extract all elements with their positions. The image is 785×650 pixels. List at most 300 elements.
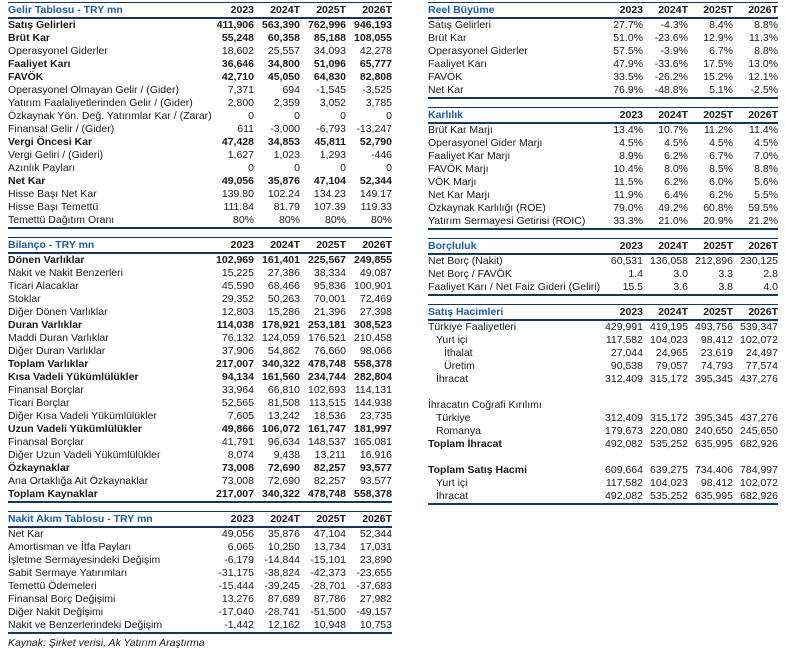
cell-value: -23.6% bbox=[654, 32, 688, 44]
cell-value: 178,921 bbox=[262, 319, 300, 331]
table-row bbox=[8, 123, 392, 136]
cell-value: 12.9% bbox=[703, 32, 733, 44]
row-label: Romanya bbox=[436, 425, 481, 437]
cell-value: 55,248 bbox=[221, 32, 254, 44]
column-header-year: 2024T bbox=[658, 4, 688, 16]
cell-value: 10.7% bbox=[658, 124, 688, 136]
sales-volumes-table bbox=[428, 304, 778, 505]
column-header-year: 2026T bbox=[748, 306, 778, 318]
cell-value: 282,804 bbox=[354, 371, 392, 383]
cell-value: 80% bbox=[370, 214, 392, 226]
cell-value: 6.7% bbox=[709, 150, 733, 162]
cell-value: 8.5% bbox=[709, 163, 733, 175]
left-column bbox=[8, 2, 392, 650]
balance-sheet-title: Bilanço - TRY mn bbox=[8, 239, 95, 251]
cell-value: 1,627 bbox=[227, 149, 254, 161]
column-header-year: 2024T bbox=[270, 4, 300, 16]
row-label: Toplam Satış Hacmi bbox=[428, 464, 528, 476]
cell-value: 784,997 bbox=[740, 464, 778, 476]
table-row bbox=[8, 371, 392, 384]
spacer-cell bbox=[428, 451, 778, 464]
row-label: Duran Varlıklar bbox=[8, 319, 83, 331]
cell-value: 144,938 bbox=[354, 397, 392, 409]
header-row bbox=[8, 512, 392, 528]
cell-value: 8.4% bbox=[709, 19, 733, 31]
row-label: Temettü Ödemeleri bbox=[8, 580, 97, 592]
cell-value: -26.2% bbox=[654, 71, 688, 83]
row-label: Özkaynak Yön. Değ. Yatırımlar Kar / (Zarar) bbox=[8, 110, 212, 122]
cell-value: -3,000 bbox=[270, 123, 300, 135]
row-label: Faaliyet Karı / Net Faiz Gideri (Geliri) bbox=[428, 281, 601, 293]
column-header-year: 2026T bbox=[362, 239, 392, 251]
cell-value: 340,322 bbox=[262, 488, 300, 500]
header-row bbox=[428, 3, 778, 19]
table-row bbox=[8, 384, 392, 397]
table-row bbox=[428, 347, 778, 360]
table-row bbox=[428, 386, 778, 399]
cell-value: 80% bbox=[278, 214, 300, 226]
cell-value: 11.5% bbox=[614, 176, 643, 188]
cell-value: 73,008 bbox=[221, 462, 254, 474]
cell-value: 77,574 bbox=[745, 360, 778, 372]
column-header-year: 2025T bbox=[316, 239, 346, 251]
cell-value: 102,072 bbox=[740, 334, 778, 346]
column-header-year: 2026T bbox=[748, 109, 778, 121]
cell-value: 8.0% bbox=[664, 163, 688, 175]
table-row bbox=[428, 137, 778, 150]
row-label: FAVÖK Marjı bbox=[428, 163, 489, 175]
row-label: Yurt içi bbox=[436, 334, 468, 346]
section-balance-sheet bbox=[8, 237, 392, 503]
cell-value: 139.80 bbox=[221, 188, 254, 200]
cell-value: 34,853 bbox=[267, 136, 300, 148]
cell-value: 80% bbox=[324, 214, 346, 226]
table-row bbox=[8, 606, 392, 619]
cell-value: 80% bbox=[232, 214, 254, 226]
cell-value: 762,996 bbox=[308, 19, 346, 31]
cell-value: 104,023 bbox=[650, 334, 688, 346]
cell-value: 312,409 bbox=[605, 373, 643, 385]
cell-value: 27,398 bbox=[359, 306, 392, 318]
table-row bbox=[428, 373, 778, 386]
cell-value: 45,811 bbox=[314, 136, 346, 148]
row-label: Ana Ortaklığa Ait Özkaynaklar bbox=[8, 475, 149, 487]
cell-value: 107.39 bbox=[313, 201, 346, 213]
leverage-table bbox=[428, 238, 778, 296]
cell-value: 6.2% bbox=[664, 176, 688, 188]
cell-value: 42,710 bbox=[221, 71, 254, 83]
table-row bbox=[8, 306, 392, 319]
cell-value: 682,926 bbox=[740, 438, 778, 450]
cell-value: 8.9% bbox=[619, 150, 643, 162]
real-growth-table bbox=[428, 2, 778, 99]
cell-value: 8.8% bbox=[754, 45, 778, 57]
cell-value bbox=[733, 399, 778, 412]
cell-value: 1.4 bbox=[628, 268, 643, 280]
cell-value: 87,786 bbox=[313, 593, 346, 605]
cell-value: 0 bbox=[386, 162, 392, 174]
row-label: İthalat bbox=[444, 347, 473, 359]
cell-value: 6.0% bbox=[709, 176, 733, 188]
cell-value: 0 bbox=[340, 162, 346, 174]
cell-value: 13,242 bbox=[267, 410, 300, 422]
table-row bbox=[8, 253, 392, 267]
row-label: Nakit ve Nakit Benzerleri bbox=[8, 267, 123, 279]
section-leverage bbox=[428, 238, 778, 296]
cell-value: 15,225 bbox=[221, 267, 254, 279]
cell-value: 13.0% bbox=[748, 58, 778, 70]
table-row bbox=[428, 189, 778, 202]
cell-value: 27,982 bbox=[359, 593, 392, 605]
row-label: Temettü Dağıtım Oranı bbox=[8, 214, 115, 226]
cell-value: 558,378 bbox=[354, 358, 392, 370]
table-row bbox=[428, 268, 778, 281]
cell-value: 50,263 bbox=[267, 293, 300, 305]
cell-value: 437,276 bbox=[740, 412, 778, 424]
cell-value: 0 bbox=[294, 162, 300, 174]
table-row bbox=[428, 163, 778, 176]
cell-value: -1,545 bbox=[316, 84, 346, 96]
cell-value: 315,172 bbox=[650, 412, 688, 424]
header-row bbox=[428, 239, 778, 255]
cell-value: 176,521 bbox=[308, 332, 346, 344]
cell-value: 2,800 bbox=[227, 97, 254, 109]
table-row bbox=[8, 58, 392, 71]
cell-value: 49.2% bbox=[658, 202, 688, 214]
cell-value: 734,406 bbox=[695, 464, 733, 476]
table-row bbox=[8, 18, 392, 32]
cell-value: 60,358 bbox=[267, 32, 300, 44]
cell-value: 3.6 bbox=[673, 281, 688, 293]
cell-value: 4.5% bbox=[619, 137, 643, 149]
cell-value: 2,359 bbox=[273, 97, 300, 109]
row-label: Operasyonel Olmayan Gelir / (Gider) bbox=[8, 84, 179, 96]
row-label: Özkaynaklar bbox=[8, 462, 70, 474]
cell-value: 47,104 bbox=[313, 528, 346, 540]
cell-value: 113,515 bbox=[308, 397, 346, 409]
table-row bbox=[428, 202, 778, 215]
row-label: Brüt Kar bbox=[8, 32, 51, 44]
table-row bbox=[428, 412, 778, 425]
cell-value: -446 bbox=[370, 149, 392, 161]
cell-value: 108,055 bbox=[354, 32, 392, 44]
row-label: Diğer Dönen Varlıklar bbox=[8, 306, 108, 318]
table-row bbox=[8, 527, 392, 541]
row-label: Net Kar bbox=[8, 528, 44, 540]
table-row bbox=[8, 214, 392, 228]
cell-value: 111.84 bbox=[223, 201, 254, 213]
cell-value: 16,916 bbox=[359, 449, 392, 461]
cell-value: 45,590 bbox=[221, 280, 254, 292]
row-label: Finansal Borçlar bbox=[8, 384, 84, 396]
table-row bbox=[428, 32, 778, 45]
column-header-year: 2026T bbox=[362, 4, 392, 16]
cell-value: 13,734 bbox=[313, 541, 346, 553]
row-label: Yatırım Faalaliyetlerinden Gelir / (Gider) bbox=[8, 97, 193, 109]
cell-value: 411,906 bbox=[216, 19, 254, 31]
row-label: Net Kar Marjı bbox=[428, 189, 490, 201]
cell-value: 96,634 bbox=[267, 436, 300, 448]
cell-value: -4.3% bbox=[660, 19, 688, 31]
cell-value: 6.4% bbox=[664, 189, 688, 201]
column-header-year: 2024T bbox=[270, 239, 300, 251]
table-row bbox=[428, 84, 778, 98]
cell-value: 5.6% bbox=[754, 176, 778, 188]
table-row bbox=[428, 254, 778, 268]
column-header-year: 2026T bbox=[748, 4, 778, 16]
cell-value: 124,059 bbox=[262, 332, 300, 344]
cell-value: 136,058 bbox=[650, 255, 688, 267]
row-label: Satış Gelirleri bbox=[8, 19, 76, 31]
row-label: Toplam Varlıklar bbox=[8, 358, 89, 370]
cell-value: -2.5% bbox=[750, 84, 778, 96]
table-row bbox=[428, 45, 778, 58]
cell-value: 82,257 bbox=[313, 475, 346, 487]
cell-value: 41,791 bbox=[221, 436, 254, 448]
cell-value: 1,293 bbox=[319, 149, 346, 161]
cell-value: 11.3% bbox=[749, 32, 778, 44]
cell-value: 76,660 bbox=[313, 345, 346, 357]
cell-value: 82,257 bbox=[313, 462, 346, 474]
column-header-year: 2025T bbox=[703, 109, 733, 121]
cell-value: 5.1% bbox=[709, 84, 733, 96]
row-label: İhracat bbox=[436, 490, 469, 502]
cell-value: 12,162 bbox=[267, 619, 300, 631]
cell-value: 639,275 bbox=[650, 464, 688, 476]
cell-value: 225,567 bbox=[308, 254, 346, 266]
cell-value: 539,347 bbox=[740, 321, 778, 333]
cell-value: 49,087 bbox=[359, 267, 392, 279]
row-label: Üretim bbox=[444, 360, 475, 372]
cell-value: 51,096 bbox=[313, 58, 346, 70]
cell-value: 47,428 bbox=[221, 136, 254, 148]
column-header-year: 2025T bbox=[316, 4, 346, 16]
row-label: Hisse Başı Net Kar bbox=[8, 188, 97, 200]
row-label: Azınlık Payları bbox=[8, 162, 76, 174]
cell-value: 49,056 bbox=[221, 175, 254, 187]
table-row bbox=[8, 410, 392, 423]
cell-value: 210,458 bbox=[354, 332, 392, 344]
cell-value: 102,693 bbox=[308, 384, 346, 396]
column-header-year: 2023 bbox=[619, 306, 643, 318]
table-row bbox=[428, 18, 778, 32]
row-label: Faaliyet Karı bbox=[8, 58, 71, 70]
column-header-year: 2023 bbox=[619, 109, 643, 121]
cell-value: -3.9% bbox=[660, 45, 688, 57]
cell-value: 535,252 bbox=[650, 438, 688, 450]
table-row bbox=[428, 58, 778, 71]
cell-value: 81.79 bbox=[273, 201, 300, 213]
cell-value: -51,500 bbox=[310, 606, 346, 618]
cell-value: 8.8% bbox=[754, 19, 778, 31]
real-growth-title: Reel Büyüme bbox=[428, 4, 495, 16]
sales-volumes-title: Satış Hacimleri bbox=[428, 306, 504, 318]
cash-flow-title: Nakit Akım Tablosu - TRY mn bbox=[8, 513, 153, 525]
cell-value: 312,409 bbox=[605, 412, 643, 424]
cell-value: -6,793 bbox=[316, 123, 346, 135]
cell-value: 492,082 bbox=[605, 490, 643, 502]
section-real-growth bbox=[428, 2, 778, 99]
cell-value: 245,650 bbox=[740, 425, 778, 437]
cell-value: 60,531 bbox=[610, 255, 643, 267]
table-row bbox=[8, 619, 392, 633]
cell-value: 220,080 bbox=[650, 425, 688, 437]
right-column bbox=[428, 2, 778, 650]
row-label: Nakit ve Benzerlerindeki Değişim bbox=[8, 619, 163, 631]
table-row bbox=[428, 320, 778, 334]
cell-value: 102.24 bbox=[267, 188, 300, 200]
cell-value: 315,172 bbox=[650, 373, 688, 385]
table-row bbox=[428, 176, 778, 189]
cell-value: -39,245 bbox=[264, 580, 300, 592]
cell-value: 117,582 bbox=[605, 477, 643, 489]
row-label: Diğer Duran Varlıklar bbox=[8, 345, 106, 357]
table-row bbox=[8, 541, 392, 554]
cell-value: 24,965 bbox=[655, 347, 688, 359]
cell-value: 94,134 bbox=[221, 371, 254, 383]
row-label: FAVÖK bbox=[428, 71, 463, 83]
table-row bbox=[428, 438, 778, 451]
row-label: Diğer Nakit Değişimi bbox=[8, 606, 104, 618]
table-row bbox=[8, 449, 392, 462]
table-row bbox=[8, 423, 392, 436]
cell-value: 59.5% bbox=[748, 202, 778, 214]
cell-value: 13,211 bbox=[314, 449, 346, 461]
table-row bbox=[8, 397, 392, 410]
section-sales-volumes bbox=[428, 304, 778, 505]
cell-value: 33.5% bbox=[613, 71, 643, 83]
row-label: Faaliyet Karı bbox=[428, 58, 487, 70]
table-row bbox=[8, 436, 392, 449]
cell-value: 217,007 bbox=[216, 488, 254, 500]
cell-value: 49,866 bbox=[221, 423, 254, 435]
cell-value: 79.0% bbox=[613, 202, 643, 214]
cell-value: 37,906 bbox=[221, 345, 254, 357]
column-header-year: 2025T bbox=[316, 513, 346, 525]
table-row bbox=[428, 150, 778, 163]
table-row bbox=[8, 488, 392, 502]
table-row bbox=[428, 451, 778, 464]
cell-value: -14,844 bbox=[264, 554, 300, 566]
cell-value: 72,690 bbox=[267, 475, 300, 487]
cell-value: 161,747 bbox=[308, 423, 346, 435]
cell-value: 93,577 bbox=[359, 475, 392, 487]
cell-value: 90,538 bbox=[610, 360, 643, 372]
cell-value: 98,412 bbox=[700, 334, 733, 346]
cell-value: 148,537 bbox=[308, 436, 346, 448]
cell-value: 13.4% bbox=[613, 124, 643, 136]
cell-value: 33.3% bbox=[613, 215, 643, 227]
row-label: Toplam İhracat bbox=[428, 438, 502, 450]
table-row bbox=[8, 45, 392, 58]
cell-value: -28,701 bbox=[310, 580, 346, 592]
cell-value: -17,040 bbox=[218, 606, 254, 618]
cell-value: 12,803 bbox=[221, 306, 254, 318]
cell-value: 98,066 bbox=[359, 345, 392, 357]
column-header-year: 2024T bbox=[658, 240, 688, 252]
cell-value: 7,371 bbox=[227, 84, 254, 96]
row-label: Ticari Borçlar bbox=[8, 397, 70, 409]
header-row bbox=[8, 238, 392, 254]
cell-value: 95,836 bbox=[313, 280, 346, 292]
row-label: FAVÖK bbox=[8, 71, 44, 83]
row-label: Net Kar bbox=[8, 175, 46, 187]
table-row bbox=[428, 360, 778, 373]
cell-value: 29,352 bbox=[221, 293, 254, 305]
cell-value: 104,023 bbox=[650, 477, 688, 489]
cell-value: 34,800 bbox=[267, 58, 300, 70]
cell-value: 6.2% bbox=[709, 189, 733, 201]
row-label: Faaliyet Kar Marjı bbox=[428, 150, 511, 162]
cell-value: 8,074 bbox=[227, 449, 254, 461]
cell-value: 4.0 bbox=[763, 281, 778, 293]
cell-value: 15.2% bbox=[703, 71, 733, 83]
row-label: Net Borç (Nakit) bbox=[428, 255, 503, 267]
cell-value: 395,345 bbox=[695, 373, 733, 385]
row-label: Uzun Vadeli Yükümlülükler bbox=[8, 423, 143, 435]
column-header-year: 2023 bbox=[619, 4, 643, 16]
table-row bbox=[8, 332, 392, 345]
table-row bbox=[8, 110, 392, 123]
table-row bbox=[8, 188, 392, 201]
section-cash-flow bbox=[8, 511, 392, 634]
cell-value: 18,536 bbox=[313, 410, 346, 422]
cell-value: 52,790 bbox=[359, 136, 392, 148]
row-label: VÖK Marjı bbox=[428, 176, 477, 188]
cell-value: 17.5% bbox=[703, 58, 733, 70]
row-label: Brüt Kar Marjı bbox=[428, 124, 493, 136]
spacer-cell bbox=[428, 386, 778, 399]
cell-value: 35,876 bbox=[267, 175, 300, 187]
cell-value: 212,896 bbox=[695, 255, 733, 267]
cell-value: 65,777 bbox=[359, 58, 392, 70]
column-header-year: 2023 bbox=[230, 239, 254, 251]
cell-value: 87,689 bbox=[267, 593, 300, 605]
cell-value: 60.8% bbox=[703, 202, 733, 214]
cell-value: 23,619 bbox=[700, 347, 733, 359]
row-label: Diğer Kısa Vadeli Yükümlülükler bbox=[8, 410, 158, 422]
cell-value: 6.7% bbox=[709, 45, 733, 57]
row-label: Ticari Alacaklar bbox=[8, 280, 79, 292]
cell-value: 70,001 bbox=[313, 293, 346, 305]
cell-value: 102,072 bbox=[740, 477, 778, 489]
cash-flow-table bbox=[8, 511, 392, 634]
cell-value: 10,753 bbox=[359, 619, 392, 631]
table-row bbox=[428, 399, 778, 412]
cell-value: -1,442 bbox=[224, 619, 254, 631]
cell-value: -49,157 bbox=[356, 606, 392, 618]
cell-value: 558,378 bbox=[354, 488, 392, 500]
table-row bbox=[428, 477, 778, 490]
row-label: Dönen Varlıklar bbox=[8, 254, 85, 266]
profitability-table bbox=[428, 107, 778, 230]
cell-value: 5.5% bbox=[754, 189, 778, 201]
cell-value: 694 bbox=[282, 84, 300, 96]
row-label: Özkaynak Karlılığı (ROE) bbox=[428, 202, 546, 214]
cell-value: 15.5 bbox=[622, 281, 643, 293]
cell-value: 635,995 bbox=[695, 438, 733, 450]
cell-value: -3,525 bbox=[362, 84, 392, 96]
cell-value: 21,396 bbox=[313, 306, 346, 318]
table-row bbox=[8, 293, 392, 306]
cell-value bbox=[643, 399, 688, 412]
row-label: Operasyonel Giderler bbox=[8, 45, 108, 57]
cell-value: 230,125 bbox=[740, 255, 778, 267]
cell-value bbox=[598, 399, 643, 412]
cell-value: 42,278 bbox=[359, 45, 392, 57]
cell-value: 10,948 bbox=[313, 619, 346, 631]
table-row bbox=[8, 97, 392, 110]
